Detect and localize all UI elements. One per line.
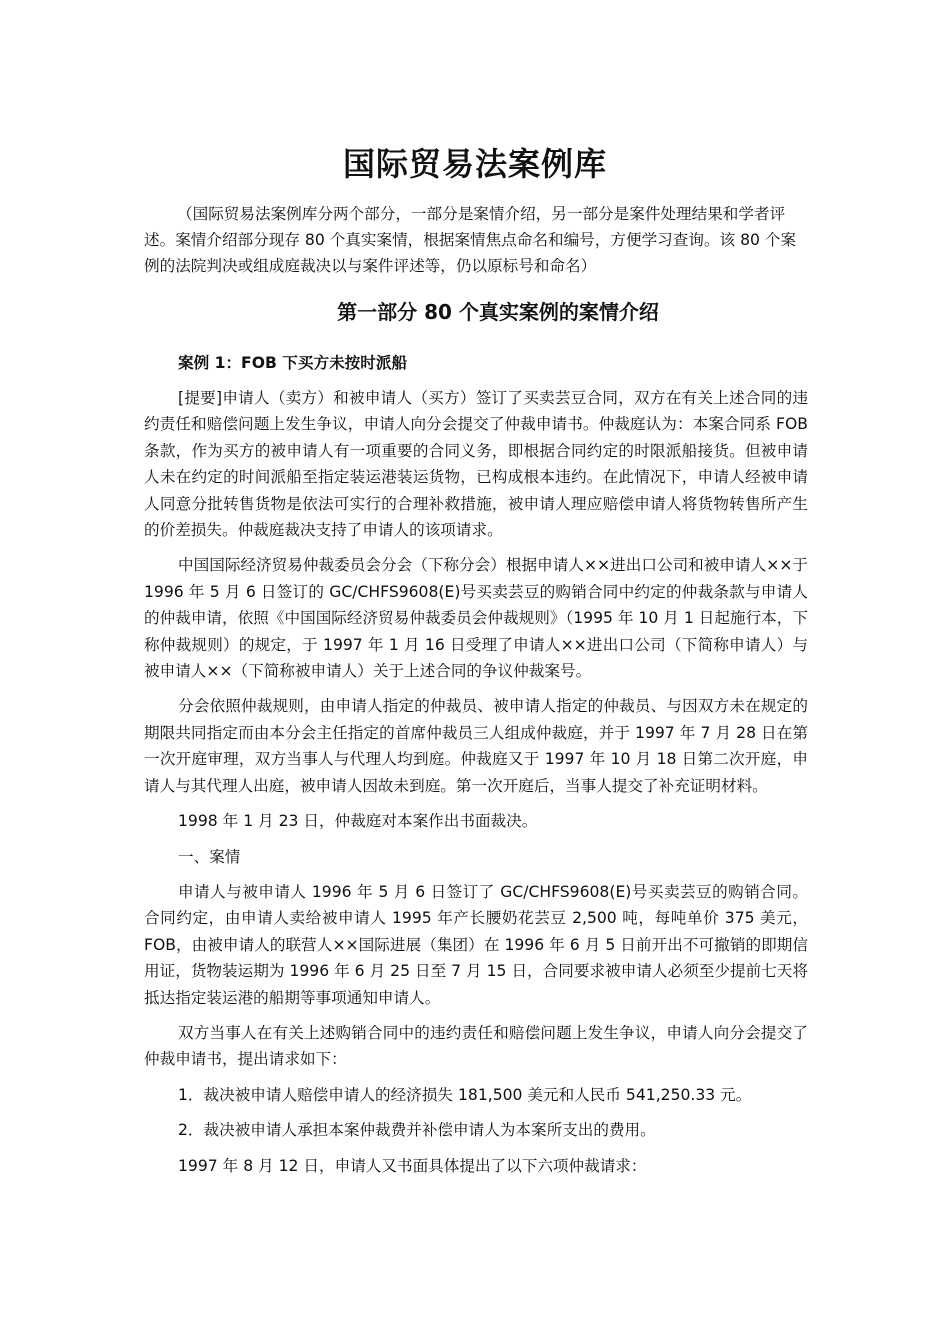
award-date-paragraph: 1998 年 1 月 23 日，仲裁庭对本案作出书面裁决。 — [178, 812, 538, 831]
claim-item-2: 2．裁决被申请人承担本案仲裁费并补偿申请人为本案所支出的费用。 — [178, 1121, 656, 1140]
tribunal-paragraph: 分会依照仲裁规则，由申请人指定的仲裁员、被申请人指定的仲裁员、与因双方未在规定的期限共同指定而由本分会主任指定的首席仲裁员三人组成仲裁庭，并于 1997 年 7 月 28 日在第一次开庭审理，双方当事人与代理人均到庭。仲裁庭又于 1997 年 10 月 18 日第二次开庭，申请人与其代理人出庭，被申请人因故未到庭。第一次开庭后，当事人提交了补充证明材料。 — [144, 697, 808, 795]
contract-paragraph: 申请人与被申请人 1996 年 5 月 6 日签订了 GC/CHFS9608(E)号买卖芸豆的购销合同。合同约定，由申请人卖给被申请人 1995 年产长腰奶花芸豆 2,500 吨，每吨单价 375 美元，FOB，由被申请人的联营人××国际进展（集团）在 1996 年 6 月 5 日前开出不可撤销的即期信用证，货物装运期为 1996 年 6 月 25 日至 7 月 15 日，合同要求被申请人必须至少提前七天将抵达指定装运港的船期等事项通知申请人。 — [144, 882, 808, 1007]
document-title: 国际贸易法案例库 — [342, 145, 607, 183]
dispute-paragraph: 双方当事人在有关上述购销合同中的违约责任和赔偿问题上发生争议，申请人向分会提交了仲裁申请书，提出请求如下： — [144, 1023, 808, 1069]
case-body — [144, 385, 808, 1188]
claim-item-1: 1．裁决被申请人赔偿申请人的经济损失 181,500 美元和人民币 541,250.33 元。 — [178, 1085, 752, 1104]
summary-paragraph: [提要]申请人（卖方）和被申请人（买方）签订了买卖芸豆合同，双方在有关上述合同的违约责任和赔偿问题上发生争议，申请人向分会提交了仲裁申请书。仲裁庭认为：本案合同系 FOB 条款，作为买方的被申请人有一项重要的合同义务，即根据合同约定的时限派船接货。但被申请人未在约定的时间派船至指定装运港装运货物，已构成根本违约。在此情况下，申请人经被申请人同意分批转售货物是依法可实行的合理补救措施，被申请人理应赔偿申请人将货物转售所产生的价差损失。仲裁庭裁决支持了申请人的该项请求。 — [144, 389, 808, 540]
case-heading: 案例 1：FOB 下买方未按时派船 — [178, 354, 408, 372]
additional-claims-paragraph: 1997 年 8 月 12 日，申请人又书面具体提出了以下六项仲裁请求： — [178, 1156, 647, 1175]
intro-note: （国际贸易法案例库分两个部分，一部分是案情介绍，另一部分是案件处理结果和学者评述。案情介绍部分现存 80 个真实案情，根据案情焦点命名和编号，方便学习查询。该 80 个案例的法院判决或组成庭裁决以与案件评述等，仍以原标号和命名） — [144, 205, 797, 275]
acceptance-paragraph: 中国国际经济贸易仲裁委员会分会（下称分会）根据申请人××进出口公司和被申请人××于 1996 年 5 月 6 日签订的 GC/CHFS9608(E)号买卖芸豆的购销合同中约定的仲裁条款与申请人的仲裁申请，依照《中国国际经济贸易仲裁委员会仲裁规则》（1995 年 10 月 1 日起施行本，下称仲裁规则）的规定，于 1997 年 1 月 16 日受理了申请人××进出口公司（下简称申请人）与被申请人××（下简称被申请人）关于上述合同的争议仲裁案号。 — [144, 556, 808, 681]
part-heading: 第一部分 80 个真实案例的案情介绍 — [337, 300, 659, 324]
section-heading-facts: 一、案情 — [178, 847, 241, 866]
